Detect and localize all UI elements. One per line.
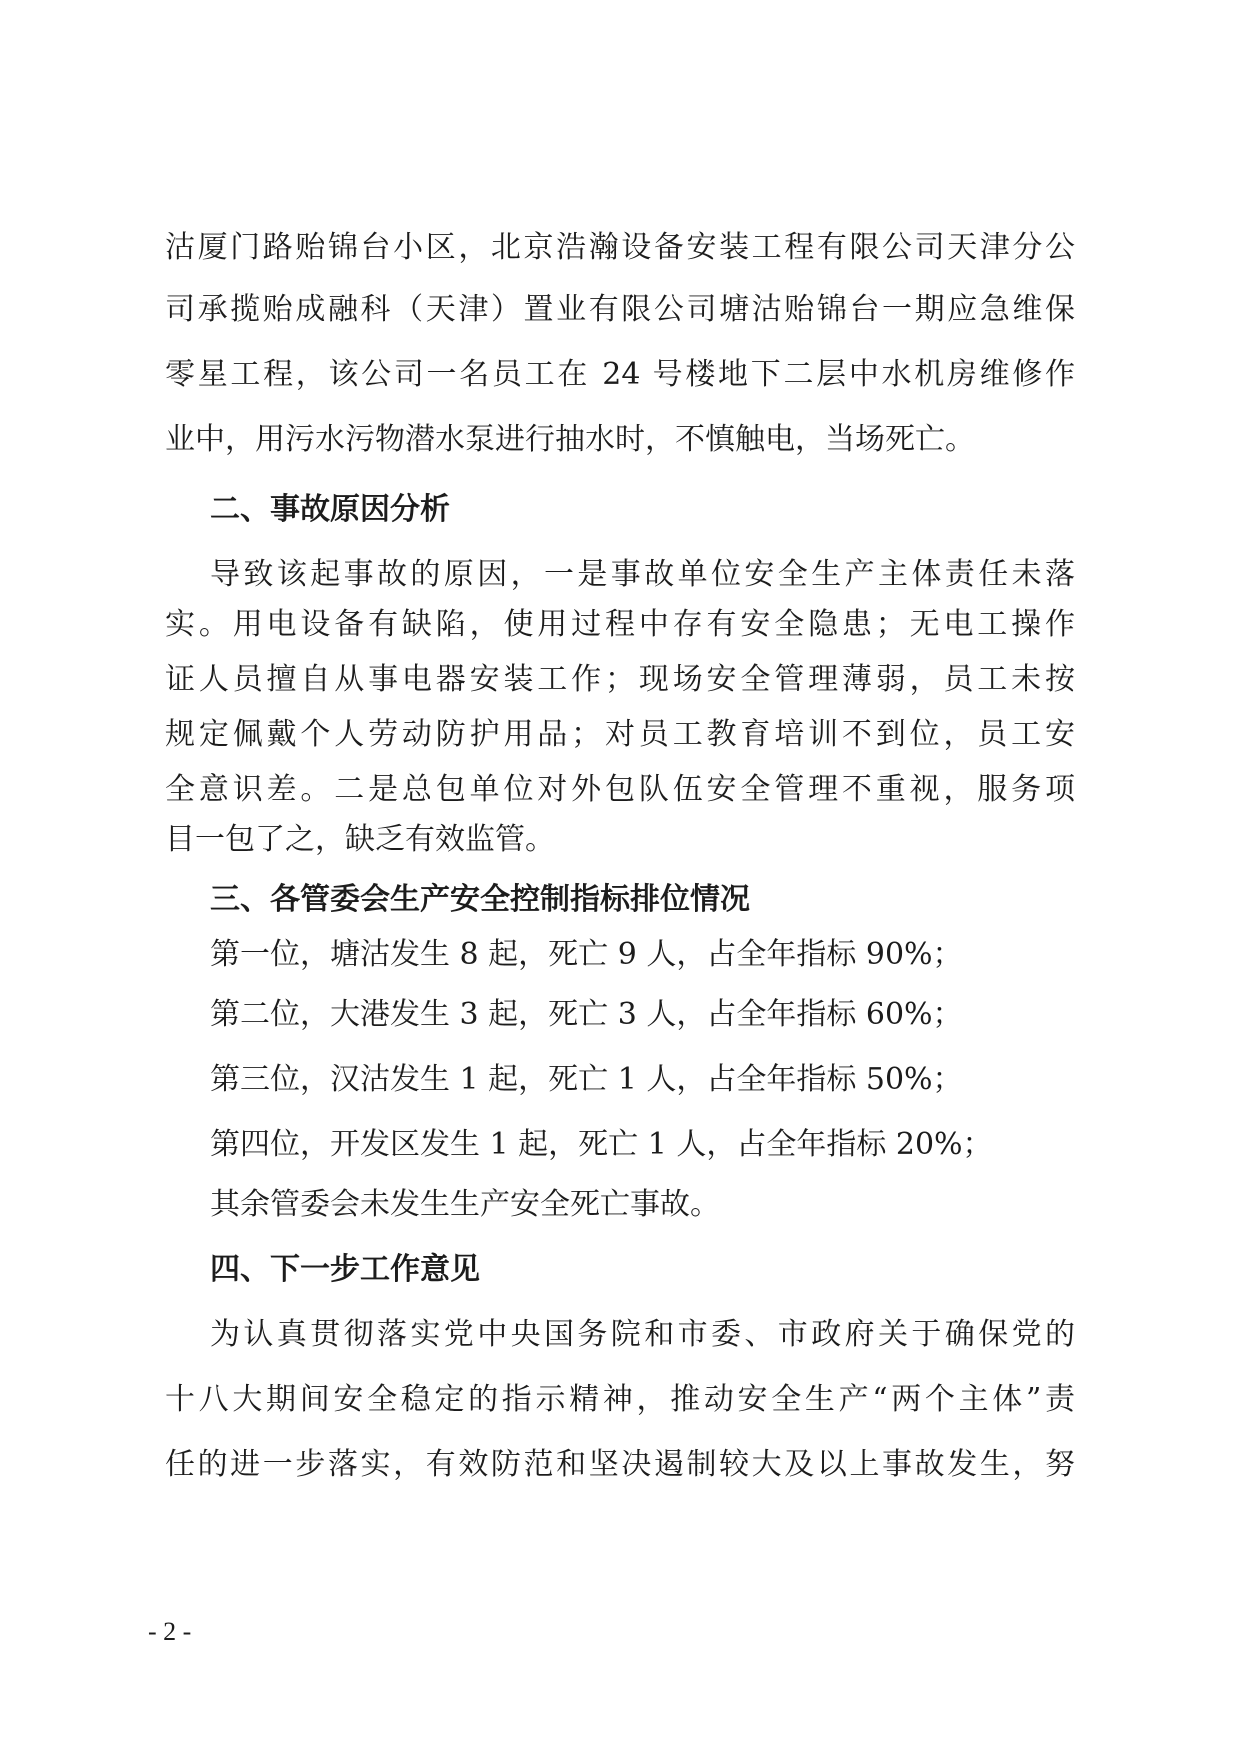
ranking-item: 第一位，塘沽发生 8 起，死亡 9 人，占全年指标 90%； [210, 937, 963, 972]
page-number: - 2 - [148, 1617, 192, 1646]
ranking-note: 其余管委会未发生生产安全死亡事故。 [210, 1187, 720, 1222]
ranking-item: 第三位，汉沽发生 1 起，死亡 1 人，占全年指标 50%； [210, 1062, 963, 1097]
paragraph-line: 零星工程，该公司一名员工在 24 号楼地下二层中水机房维修作 [165, 357, 1075, 392]
paragraph-line: 实。用电设备有缺陷，使用过程中存有安全隐患；无电工操作 [165, 607, 1075, 642]
ranking-item: 第二位，大港发生 3 起，死亡 3 人，占全年指标 60%； [210, 997, 963, 1032]
paragraph-line: 任的进一步落实，有效防范和坚决遏制较大及以上事故发生，努 [165, 1447, 1075, 1482]
paragraph-line: 规定佩戴个人劳动防护用品；对员工教育培训不到位，员工安 [165, 717, 1075, 752]
paragraph-line: 导致该起事故的原因，一是事故单位安全生产主体责任未落 [210, 557, 1075, 592]
paragraph-line: 沽厦门路贻锦台小区，北京浩瀚设备安装工程有限公司天津分公 [165, 230, 1075, 265]
paragraph-line: 证人员擅自从事电器安装工作；现场安全管理薄弱，员工未按 [165, 662, 1075, 697]
paragraph-line: 十八大期间安全稳定的指示精神，推动安全生产“两个主体”责 [165, 1382, 1075, 1417]
paragraph-line: 业中，用污水污物潜水泵进行抽水时，不慎触电，当场死亡。 [165, 422, 975, 457]
paragraph-line: 目一包了之，缺乏有效监管。 [165, 822, 555, 857]
ranking-item: 第四位，开发区发生 1 起，死亡 1 人，占全年指标 20%； [210, 1127, 993, 1162]
section-heading-rankings: 三、各管委会生产安全控制指标排位情况 [210, 882, 750, 917]
paragraph-line: 全意识差。二是总包单位对外包队伍安全管理不重视，服务项 [165, 772, 1075, 807]
section-heading-next-steps: 四、下一步工作意见 [210, 1252, 480, 1287]
section-heading-cause-analysis: 二、事故原因分析 [210, 492, 450, 527]
paragraph-line: 司承揽贻成融科（天津）置业有限公司塘沽贻锦台一期应急维保 [165, 292, 1075, 327]
paragraph-line: 为认真贯彻落实党中央国务院和市委、市政府关于确保党的 [210, 1317, 1075, 1352]
